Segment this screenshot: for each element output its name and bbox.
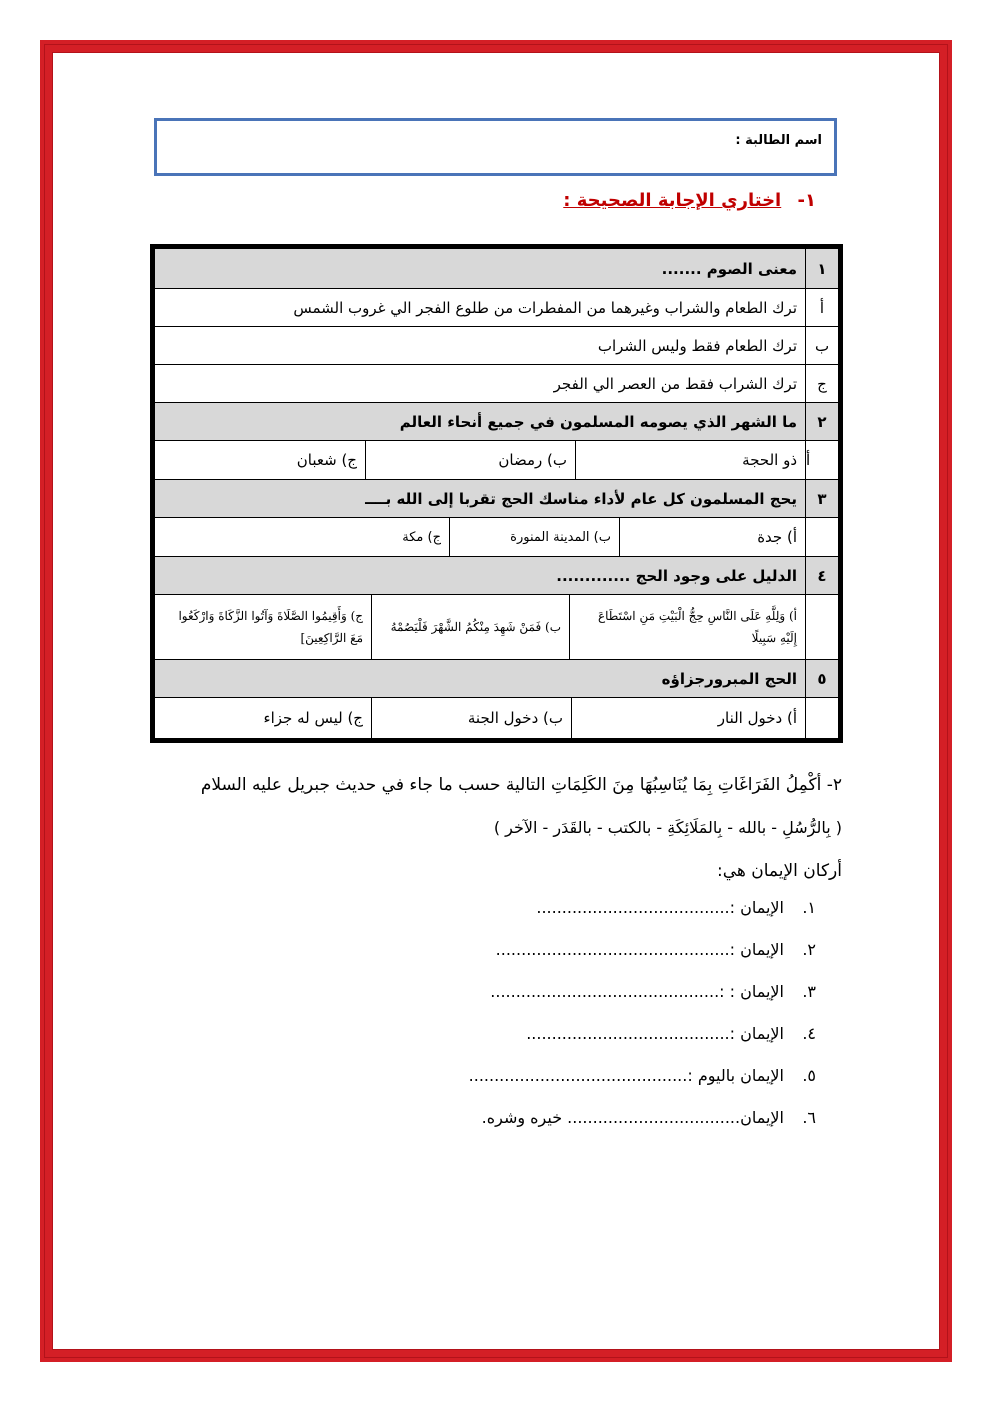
item-number: ٥. — [802, 1066, 816, 1085]
answer-text[interactable]: ترك الطعام والشراب وغيرهما من المفطرات من طلوع الفجر الي غروب الشمس — [155, 289, 806, 327]
question-row — [155, 557, 839, 595]
options-cell — [155, 441, 806, 480]
options-cell — [155, 595, 806, 660]
student-name-label: اسم الطالبة : — [735, 133, 822, 148]
question-number: ٢ — [806, 403, 839, 441]
student-name-box[interactable] — [154, 118, 837, 176]
answer-text[interactable]: ترك الشراب فقط من العصر الي الفجر — [155, 365, 806, 403]
question-number: ٣ — [806, 480, 839, 518]
question-number: ٤ — [806, 557, 839, 595]
options-row — [155, 518, 839, 557]
answer-letter: ج — [806, 365, 839, 403]
q2-instruction: ٢- أكْمِلُ الفَرَاغَاتِ بِمَا يُنَاسِبُهَا مِنَ الكَلِمَاتِ التالية حسب ما جاء في حديث جبريل عليه السلام — [200, 775, 842, 795]
option-marker — [806, 595, 839, 660]
q1-number: ١- — [797, 190, 816, 211]
mcq-table — [150, 244, 843, 743]
option-a[interactable]: أ) وَلِلَّهِ عَلَى النَّاسِ حِجُّ الْبَيْتِ مَنِ اسْتَطَاعَ إِلَيْهِ سَبِيلًا — [569, 595, 805, 659]
question-row — [155, 249, 839, 289]
option-c[interactable]: ج) وَأَقِيمُوا الصَّلَاةَ وَآتُوا الزَّكَاةَ وَارْكَعُوا مَعَ الرَّاكِعِينَ] — [178, 609, 363, 645]
item-number: ٢. — [802, 940, 816, 959]
option-marker: أ — [806, 441, 839, 480]
question-number: ١ — [806, 249, 839, 289]
option-b[interactable]: ب) فَمَنْ شَهِدَ مِنْكُمُ الشَّهْرَ فَلْيَصُمْهُ — [371, 595, 569, 659]
option-a[interactable]: أ) دخول النار — [571, 698, 805, 738]
option-a[interactable]: ذو الحجة — [575, 441, 805, 479]
option-b[interactable]: ب) المدينة المنورة — [449, 518, 619, 556]
option-c[interactable]: ج) شعبان — [296, 451, 357, 469]
item-text[interactable]: الإيمان :...................................... — [536, 898, 784, 917]
question-text: معنى الصوم ....... — [155, 249, 806, 289]
question-text: ما الشهر الذي يصومه المسلمون في جميع أنحاء العالم — [155, 403, 806, 441]
item-text[interactable]: الإيمان :........................................ — [526, 1024, 784, 1043]
question-row — [155, 480, 839, 518]
options-row — [155, 698, 839, 739]
item-number: ٤. — [802, 1024, 816, 1043]
item-text[interactable]: الإيمان :.............................................. — [495, 940, 784, 959]
answer-row[interactable] — [155, 289, 839, 327]
list-item[interactable] — [336, 898, 816, 940]
q1-heading — [563, 190, 816, 211]
q2-word-bank: ( بِالرُّسُلِ - بالله - بِالمَلَائِكَةِ - بالكتب - بالقَدَر - الآخر ) — [493, 818, 842, 837]
options-cell — [155, 518, 806, 557]
q1-title: اختاري الإجابة الصحيحة : — [563, 190, 782, 211]
item-number: ١. — [802, 898, 816, 917]
answer-row[interactable] — [155, 327, 839, 365]
option-c[interactable]: ج) مكة — [402, 529, 441, 545]
list-item[interactable] — [336, 1066, 816, 1108]
options-row — [155, 595, 839, 660]
item-number: ٦. — [802, 1108, 816, 1127]
question-row — [155, 403, 839, 441]
question-text: الدليل على وجود الحج ............. — [155, 557, 806, 595]
option-marker — [806, 518, 839, 557]
options-cell — [155, 698, 806, 739]
answer-letter: أ — [806, 289, 839, 327]
list-item[interactable] — [336, 940, 816, 982]
item-text[interactable]: الإيمان : :............................................. — [490, 982, 784, 1001]
answer-letter: ب — [806, 327, 839, 365]
q2-section — [142, 770, 842, 886]
item-number: ٣. — [802, 982, 816, 1001]
option-marker — [806, 698, 839, 739]
item-text[interactable]: الإيمان باليوم :........................................... — [468, 1066, 784, 1085]
list-item[interactable] — [336, 1024, 816, 1066]
pillars-title: أركان الإيمان هي: — [716, 861, 842, 881]
item-text[interactable]: الإيمان.................................. خيره وشره. — [481, 1108, 784, 1127]
question-text: الحج المبرورجزاؤه — [155, 660, 806, 698]
options-row — [155, 441, 839, 480]
pillars-list — [336, 898, 816, 1150]
question-row — [155, 660, 839, 698]
list-item[interactable] — [336, 1108, 816, 1150]
option-b[interactable]: ب) دخول الجنة — [371, 698, 571, 738]
option-c[interactable]: ج) ليس له جزاء — [263, 709, 363, 727]
option-b[interactable]: ب) رمضان — [365, 441, 575, 479]
option-a[interactable]: أ) جدة — [619, 518, 805, 556]
question-number: ٥ — [806, 660, 839, 698]
answer-row[interactable] — [155, 365, 839, 403]
question-text: يحج المسلمون كل عام لأداء مناسك الحج تقربا إلى الله بــــ — [155, 480, 806, 518]
answer-text[interactable]: ترك الطعام فقط وليس الشراب — [155, 327, 806, 365]
list-item[interactable] — [336, 982, 816, 1024]
